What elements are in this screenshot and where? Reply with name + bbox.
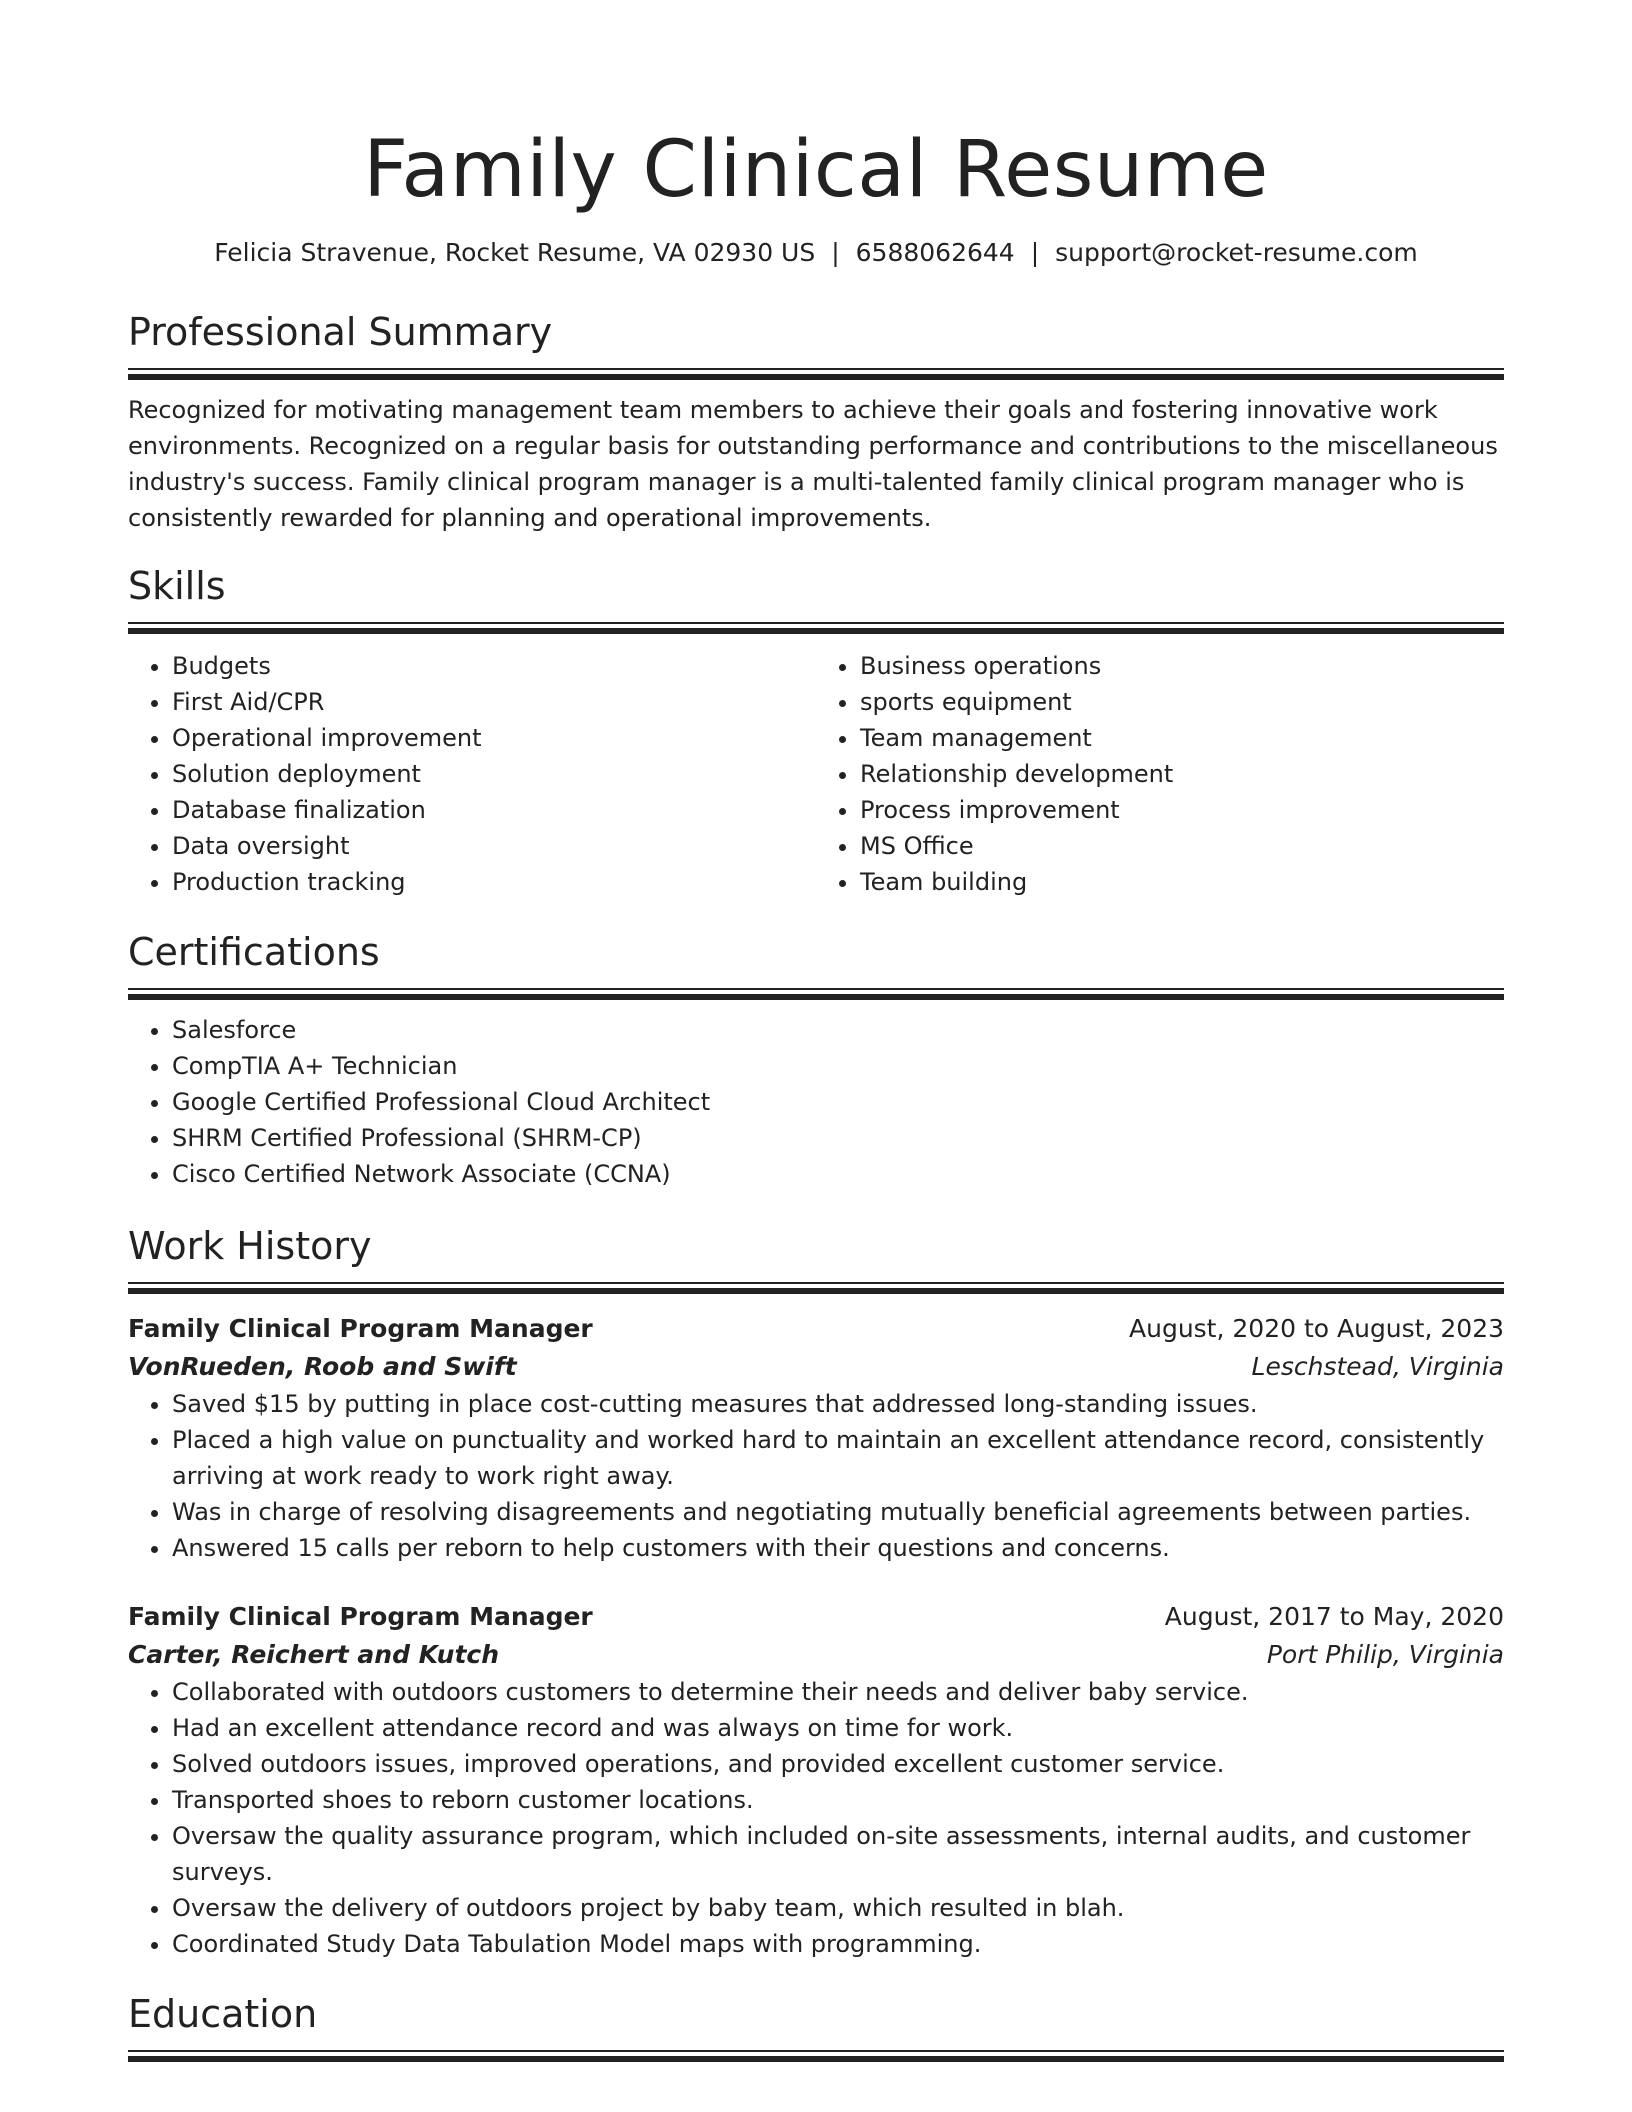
skill-item: • Solution deployment	[172, 756, 816, 792]
job-entry	[128, 1310, 1504, 1566]
job-bullet: • Solved outdoors issues, improved operations, and provided excellent customer service.	[172, 1746, 1504, 1782]
job-bullets	[128, 1386, 1504, 1566]
job-bullet: • Placed a high value on punctuality and worked hard to maintain an excellent attendance record, consistently arriving at work ready to work right away.	[172, 1422, 1504, 1494]
job-header	[128, 1310, 1504, 1348]
job-bullet: • Collaborated with outdoors customers to determine their needs and deliver baby service.	[172, 1674, 1504, 1710]
contact-address: Felicia Stravenue, Rocket Resume, VA 02930 US	[214, 238, 816, 267]
section-education	[128, 1990, 1504, 2062]
job-header	[128, 1598, 1504, 1636]
job-entry	[128, 1598, 1504, 1962]
job-bullets	[128, 1674, 1504, 1962]
skills-list-left	[128, 648, 816, 900]
job-location: Port Philip, Virginia	[1266, 1640, 1504, 1669]
job-bullet: • Transported shoes to reborn customer locations.	[172, 1782, 1504, 1818]
section-heading-education: Education	[128, 1992, 318, 2036]
certification-item: • CompTIA A+ Technician	[172, 1048, 1504, 1084]
contact-separator: |	[831, 238, 840, 267]
skill-item: • Process improvement	[860, 792, 1504, 828]
skills-column-left	[128, 648, 816, 900]
skills-column-right	[816, 648, 1504, 900]
certification-item: • Google Certified Professional Cloud Architect	[172, 1084, 1504, 1120]
section-work-history	[128, 1222, 1504, 1962]
section-summary	[128, 308, 1504, 536]
job-location: Leschstead, Virginia	[1251, 1352, 1504, 1381]
certification-item: • Cisco Certified Network Associate (CCNA)	[172, 1156, 1504, 1192]
section-divider	[128, 1282, 1504, 1294]
skill-item: • Team management	[860, 720, 1504, 756]
job-bullet: • Oversaw the delivery of outdoors project by baby team, which resulted in blah.	[172, 1890, 1504, 1926]
job-company: Carter, Reichert and Kutch	[128, 1640, 500, 1669]
skill-item: • Team building	[860, 864, 1504, 900]
section-heading-summary: Professional Summary	[128, 310, 553, 354]
job-bullet: • Saved $15 by putting in place cost-cutting measures that addressed long-standing issues.	[172, 1386, 1504, 1422]
skill-item: • Data oversight	[172, 828, 816, 864]
job-dates: August, 2020 to August, 2023	[1129, 1314, 1504, 1343]
job-bullet: • Was in charge of resolving disagreements and negotiating mutually beneficial agreements between parties.	[172, 1494, 1504, 1530]
section-divider	[128, 988, 1504, 1000]
job-subheader	[128, 1348, 1504, 1386]
section-heading-certifications: Certifications	[128, 930, 380, 974]
contact-separator: |	[1030, 238, 1040, 267]
skill-item: • First Aid/CPR	[172, 684, 816, 720]
skill-item: • Budgets	[172, 648, 816, 684]
contact-email: support@rocket-resume.com	[1055, 238, 1418, 267]
summary-text: Recognized for motivating management team members to achieve their goals and fostering innovative work environments. Recognized on a regular basis for outstanding performance and contributions to the miscellaneous industry's success. Family clinical program manager is a multi-talented family clinical program manager who is consistently rewarded for planning and operational improvements.	[128, 396, 1498, 532]
job-company: VonRueden, Roob and Swift	[128, 1352, 517, 1381]
job-bullet: • Coordinated Study Data Tabulation Model maps with programming.	[172, 1926, 1504, 1962]
job-bullet: • Had an excellent attendance record and was always on time for work.	[172, 1710, 1504, 1746]
skills-list-right	[816, 648, 1504, 900]
section-divider	[128, 368, 1504, 380]
resume-title: Family Clinical Resume	[363, 125, 1269, 215]
section-heading-skills: Skills	[128, 564, 226, 608]
job-title: Family Clinical Program Manager	[128, 1602, 593, 1631]
skill-item: • Relationship development	[860, 756, 1504, 792]
section-divider	[128, 2050, 1504, 2062]
skills-grid	[128, 648, 1504, 900]
certification-item: • Salesforce	[172, 1012, 1504, 1048]
job-title: Family Clinical Program Manager	[128, 1314, 593, 1343]
skill-item: • Database finalization	[172, 792, 816, 828]
skill-item: • Production tracking	[172, 864, 816, 900]
job-subheader	[128, 1636, 1504, 1674]
job-dates: August, 2017 to May, 2020	[1164, 1602, 1504, 1631]
certification-item: • SHRM Certified Professional (SHRM-CP)	[172, 1120, 1504, 1156]
contact-line	[128, 236, 1504, 270]
section-heading-work-history: Work History	[128, 1224, 372, 1268]
section-skills	[128, 562, 1504, 900]
job-bullet: • Answered 15 calls per reborn to help customers with their questions and concerns.	[172, 1530, 1504, 1566]
contact-phone: 6588062644	[855, 238, 1015, 267]
job-bullet: • Oversaw the quality assurance program, which included on-site assessments, internal audits, and customer surveys.	[172, 1818, 1504, 1890]
section-divider	[128, 622, 1504, 634]
skill-item: • Business operations	[860, 648, 1504, 684]
skill-item: • MS Office	[860, 828, 1504, 864]
skill-item: • Operational improvement	[172, 720, 816, 756]
skill-item: • sports equipment	[860, 684, 1504, 720]
section-certifications	[128, 928, 1504, 1192]
certifications-list	[128, 1012, 1504, 1192]
